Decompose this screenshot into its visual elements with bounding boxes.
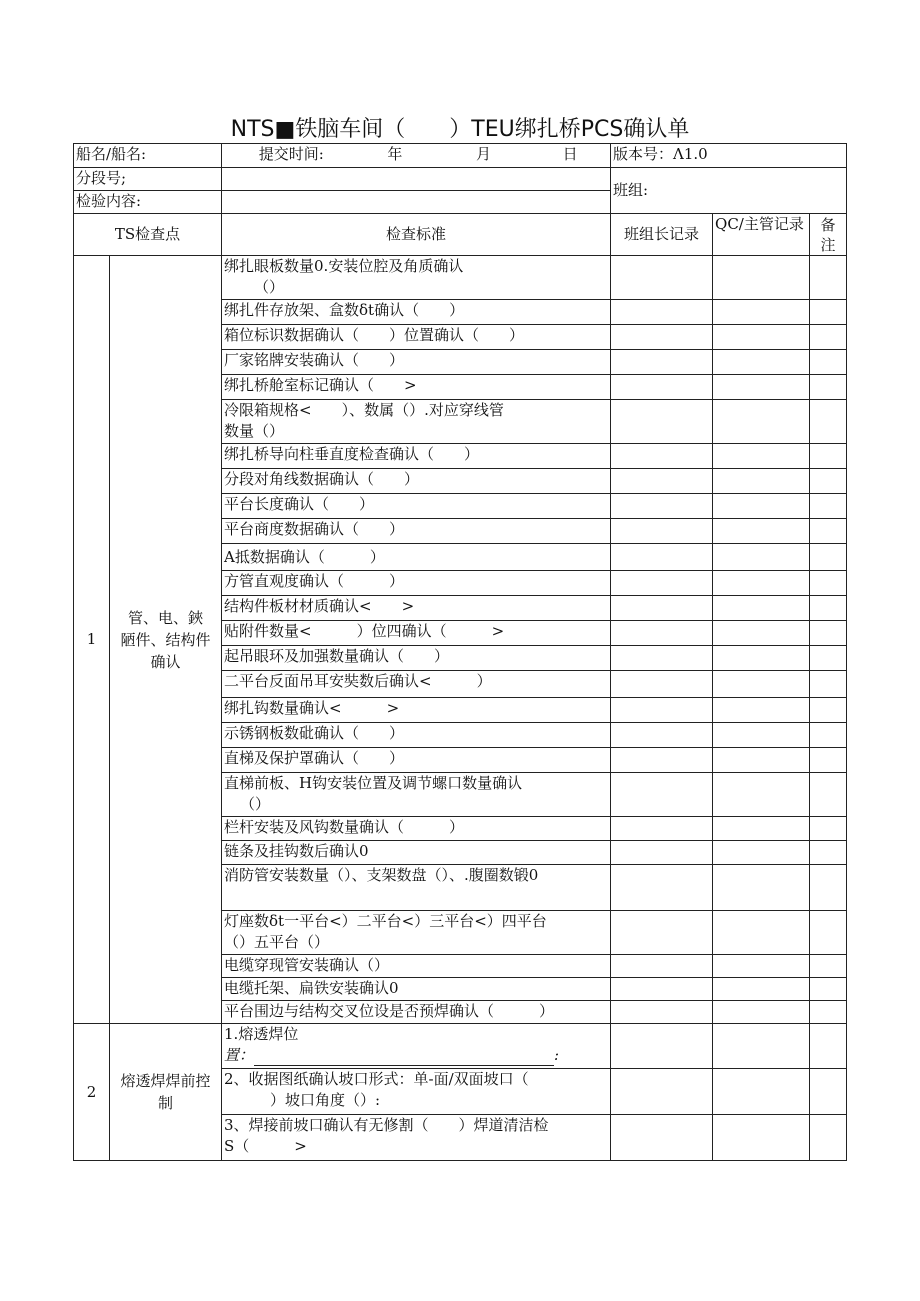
- team-leader-record[interactable]: [611, 671, 713, 698]
- team-leader-record[interactable]: [611, 469, 713, 494]
- remark-cell[interactable]: [810, 955, 847, 978]
- check-item: [222, 1024, 611, 1069]
- check-item: 平台长度确认（ ）: [222, 494, 611, 519]
- team-leader-record[interactable]: [611, 841, 713, 865]
- page-title: NTS■铁脑车间（ ）TEU绑扎桥PCS确认单: [230, 117, 690, 142]
- remark-cell[interactable]: [810, 841, 847, 865]
- qc-record[interactable]: [713, 723, 810, 748]
- ship-name-label: 船名/船名:: [74, 144, 222, 168]
- remark-header: [810, 214, 847, 256]
- team-leader-record[interactable]: [611, 817, 713, 841]
- team-leader-record[interactable]: [611, 325, 713, 350]
- team-leader-record[interactable]: [611, 748, 713, 773]
- remark-cell[interactable]: [810, 671, 847, 698]
- qc-record[interactable]: [713, 1024, 810, 1069]
- team-leader-record[interactable]: [611, 256, 713, 300]
- check-item-line2: ）坡口角度（）:: [240, 1091, 381, 1109]
- remark-cell[interactable]: [810, 256, 847, 300]
- qc-record[interactable]: [713, 1001, 810, 1024]
- section-1-name: [110, 256, 222, 1024]
- remark-cell[interactable]: [810, 444, 847, 469]
- team-leader-header: 班组长记录: [611, 214, 713, 256]
- segment-value[interactable]: [222, 168, 611, 191]
- section-2-name-line1: 熔透焊焊前控: [120, 1072, 211, 1090]
- qc-record[interactable]: [713, 671, 810, 698]
- team-label: 班组:: [611, 168, 847, 214]
- qc-record[interactable]: [713, 1069, 810, 1115]
- remark-cell[interactable]: [810, 748, 847, 773]
- check-item-line2: S（ >: [224, 1137, 307, 1155]
- check-item: 链条及挂钩数后确认0: [222, 841, 611, 865]
- remark-cell[interactable]: [810, 375, 847, 400]
- qc-record[interactable]: [713, 698, 810, 723]
- segment-label: 分段号;: [74, 168, 222, 191]
- remark-cell[interactable]: [810, 494, 847, 519]
- qc-record[interactable]: [713, 400, 810, 444]
- version-label: 版本号：Λ1.0: [611, 144, 847, 168]
- remark-header-line2: 注: [820, 235, 836, 254]
- remark-cell[interactable]: [810, 469, 847, 494]
- team-leader-record[interactable]: [611, 698, 713, 723]
- team-leader-record[interactable]: [611, 494, 713, 519]
- section-2-number: 2: [74, 1024, 110, 1161]
- section-1-number: 1: [74, 256, 110, 1024]
- check-item-line1: 2、收据图纸确认坡口形式：单-面/双面坡口（: [224, 1070, 529, 1088]
- remark-cell[interactable]: [810, 646, 847, 671]
- qc-record[interactable]: [713, 519, 810, 544]
- check-item: 绑扎钩数量确认< >: [222, 698, 611, 723]
- remark-cell[interactable]: [810, 300, 847, 325]
- remark-cell[interactable]: [810, 911, 847, 955]
- remark-cell[interactable]: [810, 571, 847, 596]
- qc-record[interactable]: [713, 596, 810, 621]
- section-1-name-line1: 管、电、鋏: [128, 608, 204, 627]
- check-item: [222, 773, 611, 817]
- remark-header-line1: 备: [820, 215, 836, 234]
- remark-cell[interactable]: [810, 400, 847, 444]
- team-leader-record[interactable]: [611, 571, 713, 596]
- team-leader-record[interactable]: [611, 400, 713, 444]
- remark-cell[interactable]: [810, 1069, 847, 1115]
- remark-cell[interactable]: [810, 773, 847, 817]
- team-leader-record[interactable]: [611, 375, 713, 400]
- remark-cell[interactable]: [810, 544, 847, 571]
- remark-cell[interactable]: [810, 1001, 847, 1024]
- team-leader-record[interactable]: [611, 911, 713, 955]
- check-item: [222, 1069, 611, 1115]
- qc-header: QC/主管记录: [713, 214, 810, 256]
- team-leader-record[interactable]: [611, 773, 713, 817]
- qc-record[interactable]: [713, 300, 810, 325]
- inspection-content-value[interactable]: [222, 191, 611, 214]
- ts-point-header: TS检查点: [74, 214, 222, 256]
- submit-time-cell: [222, 144, 611, 168]
- qc-record[interactable]: [713, 494, 810, 519]
- check-item: [222, 256, 611, 300]
- check-item: 示锈钢板数砒确认（ ）: [222, 723, 611, 748]
- section-1-name-line3: 确认: [150, 652, 181, 671]
- check-item: 栏杆安装及风钩数量确认（ ）: [222, 817, 611, 841]
- check-item: 电缆穿现管安装确认（）: [222, 955, 611, 978]
- check-item-line2-prefix: 置：: [224, 1046, 255, 1064]
- check-item-line1: 直梯前板、H钩安装位置及调节螺口数量确认: [224, 774, 523, 792]
- check-item: 结构件板材材质确认< >: [222, 596, 611, 621]
- team-leader-record[interactable]: [611, 723, 713, 748]
- team-leader-record[interactable]: [611, 621, 713, 646]
- qc-record[interactable]: [713, 444, 810, 469]
- check-item-line1: 绑扎眼板数量0.安装位腔及角质确认: [224, 257, 464, 275]
- qc-record[interactable]: [713, 865, 810, 911]
- check-item-line1: 消防管安装数量（）、支架数盘（）、.腹圈数锻0: [224, 866, 539, 884]
- remark-cell[interactable]: [810, 596, 847, 621]
- team-leader-record[interactable]: [611, 519, 713, 544]
- remark-cell[interactable]: [810, 817, 847, 841]
- check-item: 贴附件数量< ）位四确认（ >: [222, 621, 611, 646]
- month-label: 月: [476, 145, 492, 163]
- qc-record[interactable]: [713, 955, 810, 978]
- check-item: 分段对角线数据确认（ ）: [222, 469, 611, 494]
- year-label: 年: [387, 145, 403, 163]
- check-item: [222, 1115, 611, 1161]
- standard-header: 检查标准: [222, 214, 611, 256]
- day-label: 日: [562, 145, 578, 163]
- check-item-line1: 1.熔透焊位: [224, 1025, 299, 1043]
- section-1-name-line2: 陋件、结构件: [120, 630, 211, 649]
- qc-record[interactable]: [713, 646, 810, 671]
- team-leader-record[interactable]: [611, 1069, 713, 1115]
- team-leader-record[interactable]: [611, 1115, 713, 1161]
- team-leader-record[interactable]: [611, 978, 713, 1001]
- confirmation-form-table: [73, 143, 847, 1161]
- remark-cell[interactable]: [810, 325, 847, 350]
- check-item: 平台围边与结构交叉位设是否预焊确认（ ）: [222, 1001, 611, 1024]
- team-leader-record[interactable]: [611, 865, 713, 911]
- qc-record[interactable]: [713, 817, 810, 841]
- check-item: [222, 865, 611, 911]
- qc-record[interactable]: [713, 571, 810, 596]
- remark-cell[interactable]: [810, 519, 847, 544]
- remark-cell[interactable]: [810, 621, 847, 646]
- check-item-line1: 冷限箱规格< ）、数属（）.对应穿线管: [224, 401, 504, 419]
- qc-record[interactable]: [713, 375, 810, 400]
- qc-record[interactable]: [713, 1115, 810, 1161]
- qc-record[interactable]: [713, 350, 810, 375]
- team-leader-record[interactable]: [611, 596, 713, 621]
- check-item: 电缆托架、扁铁安装确认0: [222, 978, 611, 1001]
- check-item: 绑扎桥导向柱垂直度检查确认（ ）: [222, 444, 611, 469]
- qc-record[interactable]: [713, 544, 810, 571]
- qc-record[interactable]: [713, 621, 810, 646]
- submit-time-label: 提交时间:: [258, 145, 324, 163]
- check-item-line2: （）: [254, 278, 285, 296]
- remark-cell[interactable]: [810, 723, 847, 748]
- team-leader-record[interactable]: [611, 350, 713, 375]
- check-item-line2-suffix: :: [554, 1046, 560, 1064]
- team-leader-record[interactable]: [611, 646, 713, 671]
- fill-in-underline[interactable]: [254, 1049, 554, 1066]
- team-leader-record[interactable]: [611, 300, 713, 325]
- check-item: [222, 400, 611, 444]
- remark-cell[interactable]: [810, 1024, 847, 1069]
- qc-record[interactable]: [713, 256, 810, 300]
- team-leader-record[interactable]: [611, 544, 713, 571]
- section-2-name: [110, 1024, 222, 1161]
- qc-record[interactable]: [713, 469, 810, 494]
- check-item-line2: （）: [240, 795, 271, 813]
- check-item: 直梯及保护罩确认（ ）: [222, 748, 611, 773]
- remark-cell[interactable]: [810, 350, 847, 375]
- remark-cell[interactable]: [810, 698, 847, 723]
- qc-record[interactable]: [713, 325, 810, 350]
- check-item: A抵数据确认（ ）: [222, 544, 611, 571]
- remark-cell[interactable]: [810, 1115, 847, 1161]
- qc-record[interactable]: [713, 841, 810, 865]
- check-item: 绑扎件存放架、盒数δt确认（ ）: [222, 300, 611, 325]
- qc-record[interactable]: [713, 748, 810, 773]
- qc-record[interactable]: [713, 773, 810, 817]
- check-item: 箱位标识数据确认（ ）位置确认（ ）: [222, 325, 611, 350]
- team-leader-record[interactable]: [611, 444, 713, 469]
- check-item-line2: （）五平台（）: [224, 933, 330, 951]
- check-item: [222, 911, 611, 955]
- check-item: 二平台反面吊耳安奘数后确认< ）: [222, 671, 611, 698]
- check-item-line2: 数量（）: [224, 422, 285, 440]
- remark-cell[interactable]: [810, 978, 847, 1001]
- team-leader-record[interactable]: [611, 1024, 713, 1069]
- check-item-line1: 3、焊接前坡口确认有无修割（ ）焊道清洁检: [224, 1116, 549, 1134]
- check-item: 厂家铭牌安装确认（ ）: [222, 350, 611, 375]
- check-item: 绑扎桥舱室标记确认（ >: [222, 375, 611, 400]
- inspection-content-label: 检验内容:: [74, 191, 222, 214]
- check-item: 起吊眼环及加强数量确认（ ）: [222, 646, 611, 671]
- remark-cell[interactable]: [810, 865, 847, 911]
- section-2-name-line2: 制: [158, 1094, 174, 1112]
- team-leader-record[interactable]: [611, 955, 713, 978]
- team-leader-record[interactable]: [611, 1001, 713, 1024]
- qc-record[interactable]: [713, 911, 810, 955]
- qc-record[interactable]: [713, 978, 810, 1001]
- check-item: 方管直观度确认（ ）: [222, 571, 611, 596]
- check-item-line1: 灯座数δt一平台<）二平台<）三平台<）四平台: [224, 912, 547, 930]
- check-item: 平台商度数据确认（ ）: [222, 519, 611, 544]
